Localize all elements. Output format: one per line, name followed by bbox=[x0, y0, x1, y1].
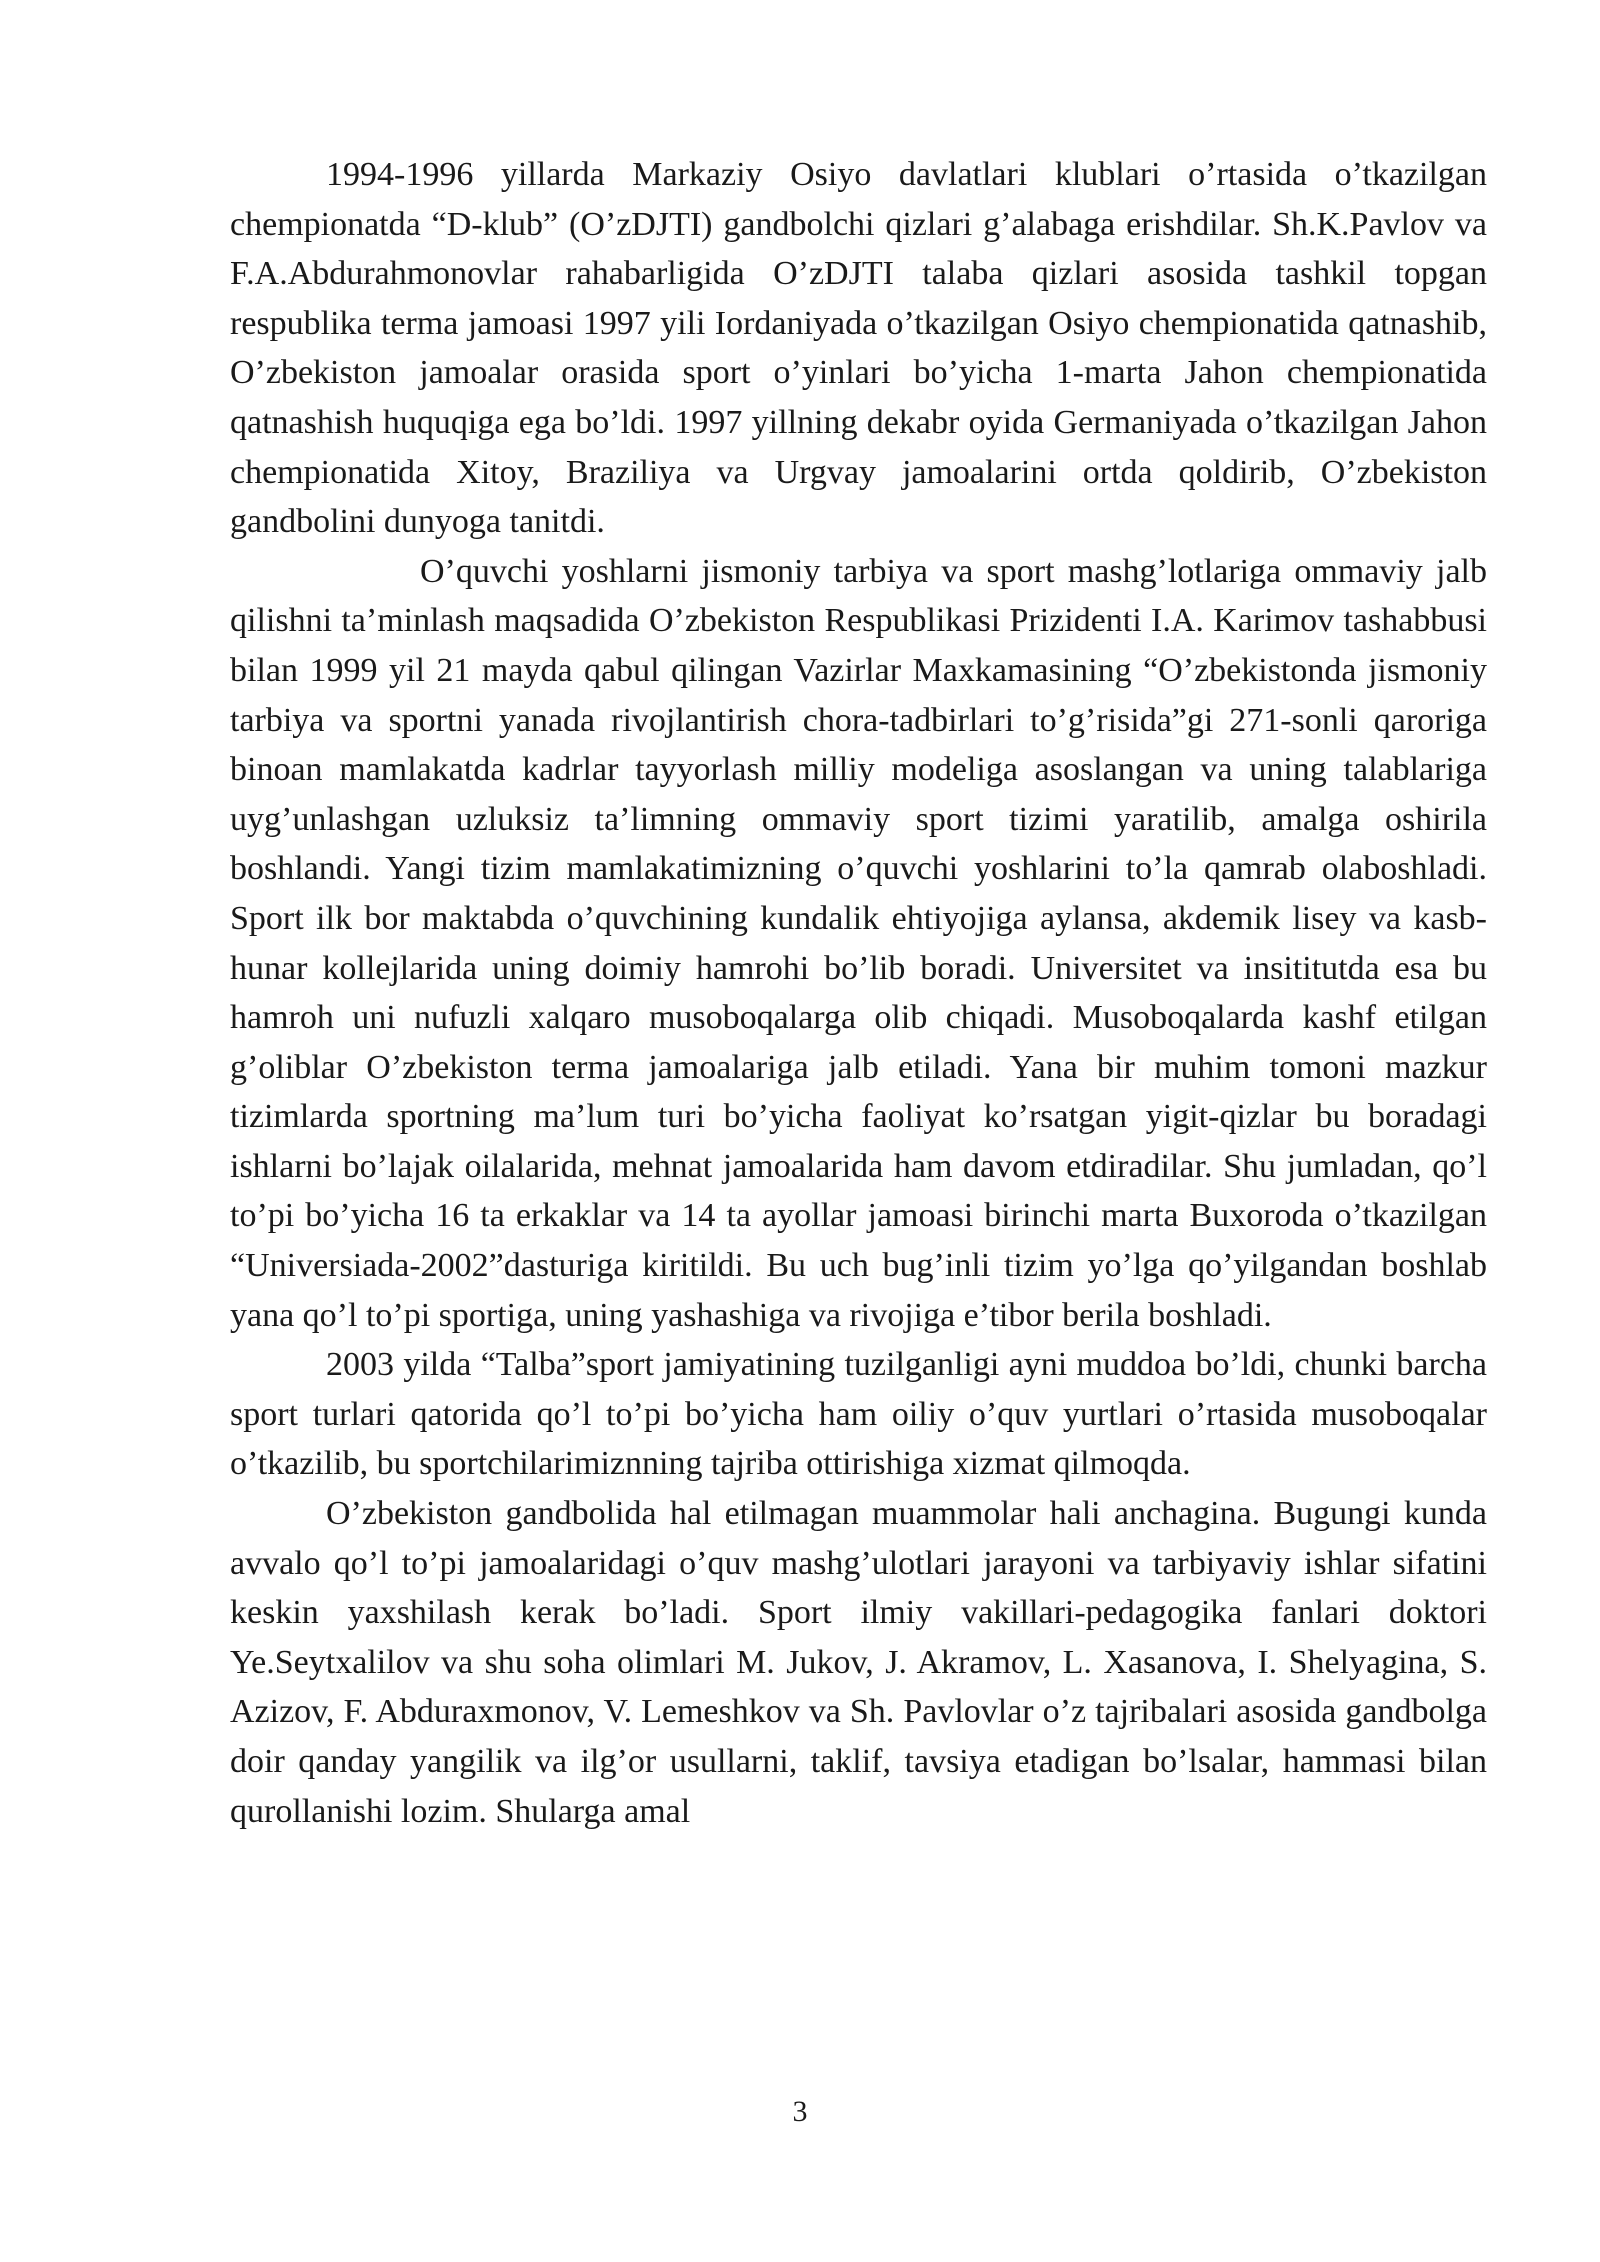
paragraph-2: O’quvchi yoshlarni jismoniy tarbiya va sport mashg’lotlariga ommaviy jalb qilishni ta’minlash maqsadida O’zbekiston Respublikasi Prizidenti I.A. Karimov tashabbusi bilan 1999 yil 21 mayda qabul qilingan Vazirlar Maxkamasining “O’zbekistonda jismoniy tarbiya va sportni yanada rivojlantirish chora-tadbirlari to’g’risida”gi 271-sonli qaroriga binoan mamlakatda kadrlar tayyorlash milliy modeliga asoslangan va uning talablariga uyg’unlashgan uzluksiz ta’limning ommaviy sport tizimi yaratilib, amalga oshirila boshlandi. Yangi tizim mamlakatimizning o’quvchi yoshlarini to’la qamrab olaboshladi. Sport ilk bor maktabda o’quvchining kundalik ehtiyojiga aylansa, akdemik lisey va kasb-hunar kollejlarida uning doimiy hamrohi bo’lib boradi. Universitet va insititutda esa bu hamroh uni nufuzli xalqaro musoboqalarga olib chiqadi. Musoboqalarda kashf etilgan g’oliblar O’zbekiston terma jamoalariga jalb etiladi. Yana bir muhim tomoni mazkur tizimlarda sportning ma’lum turi bo’yicha faoliyat ko’rsatgan yigit-qizlar bu boradagi ishlarni bo’lajak oilalarida, mehnat jamoalarida ham davom etdiradilar. Shu jumladan, qo’l to’pi bo’yicha 16 ta erkaklar va 14 ta ayollar jamoasi birinchi marta Buxoroda o’tkazilgan “Universiada-2002”dasturiga kiritildi. Bu uch bug’inli tizim yo’lga qo’yilgandan boshlab yana qo’l to’pi sportiga, uning yashashiga va rivojiga e’tibor berila boshladi. bbox=[230, 552, 1487, 1334]
paragraph-4: O’zbekiston gandbolida hal etilmagan muammolar hali anchagina. Bugungi kunda avvalo qo’l to’pi jamoalaridagi o’quv mashg’ulotlari jarayoni va tarbiyaviy ishlar sifatini keskin yaxshilash kerak bo’ladi. Sport ilmiy vakillari-pedagogika fanlari doktori Ye.Seytxalilov va shu soһa olimlari M. Jukov, J. Akramov, L. Xasanova, I. Shelyagina, S. Azizov, F. Abduraxmonov, V. Lemeshkov va Sh. Pavlovlar o’z tajribalari asosida gandbolga doir qanday yangilik va ilg’or usullarni, taklif, tavsiya etadigan bo’lsalar, hammasi bilan qurollanishi lozim. Shularga amal bbox=[230, 1495, 1487, 1830]
paragraph-1: 1994-1996 yillarda Markaziy Osiyo davlatlari klublari o’rtasida o’tkazilgan chempionatda “D-klub” (O’zDJTI) gandbolchi qizlari g’alabaga erishdilar. Sh.K.Pavlov va F.A.Abdurahmonovlar rahabarligida O’zDJTI talaba qizlari asosida tashkil topgan respublika terma jamoasi 1997 yili Iordaniyada o’tkazilgan Osiyo chempionatida qatnashib, O’zbekiston jamoalar orasida sport o’yinlari bo’yicha 1-marta Jahon chempionatida qatnashish huquqiga ega bo’ldi. 1997 yillning dekabr oyida Germaniyada o’tkazilgan Jahon chempionatida Xitoy, Braziliya va Urgvay jamoalarini ortda qoldirib, O’zbekiston gandbolini dunyoga tanitdi. bbox=[230, 156, 1487, 541]
paragraph-3: 2003 yilda “Talba”sport jamiyatining tuzilganligi ayni muddoa bo’ldi, chunki barcha sport turlari qatorida qo’l to’pi bo’yicha ham oiliy o’quv yurtlari o’rtasida musoboqalar o’tkazilib, bu sportchilarimiznning tajriba ottirishiga xizmat qilmoqda. bbox=[230, 1346, 1487, 1483]
document-body bbox=[230, 150, 1487, 1836]
page-number: 3 bbox=[792, 2095, 808, 2128]
